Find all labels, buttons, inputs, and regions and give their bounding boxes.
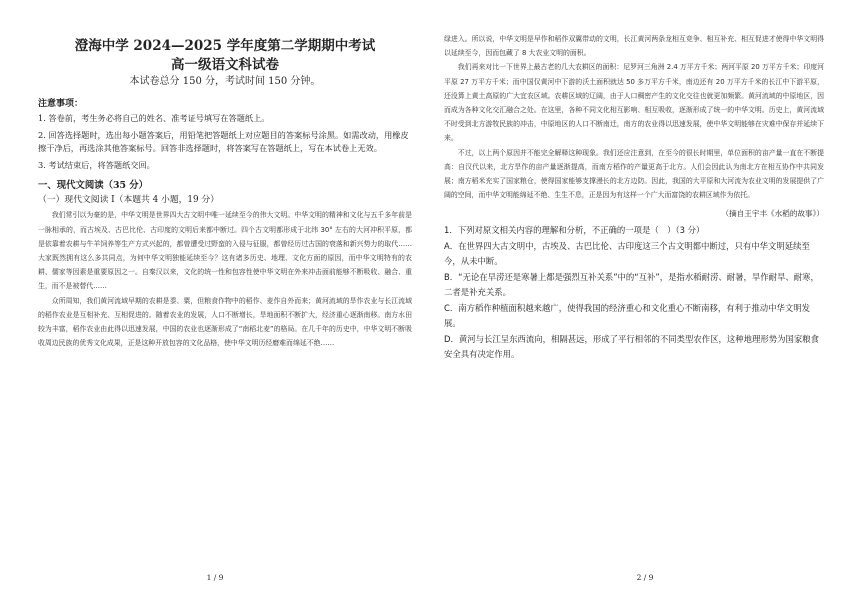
option-a: A．在世界四大古文明中，古埃及、古巴比伦、古印度这三个古文明都中断过，只有中华文明延续至今，从未中断。 [444,240,810,267]
reading-paragraph: 不过，以上两个原因并不能完全解释这种现象。我们还应注意到，在至今的很长时期里，单位面积的亩产量一直在不断提高：自汉代以来，北方旱作的亩产量逐渐提高，而南方稻作的产量更高于北方。人们会因此认为南北方在相互协作中共同发展；南方稻米充实了国家粮仓，使得国家能够支撑漫长的北方边防。因此，我国的大平原和大河流为农业文明的发展提供了广阔的空间，而中华文明能绵延不绝、生生不息，正是因为有这样一个广大而富饶的农耕区域作为依托。 [444,148,824,200]
exam-info: 本试卷总分 150 分，考试时间 150 分钟。 [129,76,321,87]
exam-subject-title: 高一级语文科试卷 [171,57,279,73]
section-heading: 一、现代文阅读（35 分） [38,180,149,192]
option-b: B．“无论在早涝还是寒暑上都是强烈互补关系”中的“互补”，是指水稻耐涝、耐暑，旱作耐旱、耐寒，二者是补充关系。 [444,271,819,298]
reading-paragraph: 我们常引以为豪的是，中华文明是世界四大古文明中唯一延续至今的伟大文明。中华文明的精神和文化与五千多年前是一脉相承的，而古埃及、古巴比伦、古印度的文明后来都中断过。四个古文明都形成于北纬 30° 左右的大河冲积平原，都是依靠着农耕与牛羊饲养等生产方式兴起的，都曾遭受过野蛮的入侵与征服，都曾经历过古国的衰落和新兴势力的取代……大家既然拥有这么多共同点，为何中华文明独能延续至今？这有诸多历史、地理、文化方面的原因，而中华文明特有的农耕、儒家等因素是重要原因之一。自秦汉以来，文化的统一性和包容性使中华文明在外来冲击面前能够不断吸收、融合、重生，而不是被替代…… [38,211,412,291]
reading-paragraph: 绿进入。所以说，中华文明是早作和稻作双翼带动的文明，长江黄河两条龙相互竞争、相互补充、相互促进才使得中华文明得以延续至今，因而包藏了 8 大农业文明的面积。 [444,35,824,58]
note-item: 3. 考试结束后，将答题纸交回。 [38,159,155,170]
reading-paragraph: 我们再来对比一下世界上最古老的几大农耕区的面积：尼罗河三角洲 2.4 万平方千米；两河平原 20 万平方千米；印度河平原 27 万平方千米；而中国仅黄河中下游的沃土面积就达 50 多万平方千米，南边还有 20 万平方千米的长江中下游平原，还没算上黄土高原的广大宜农区域。农耕区域的辽阔，由于人口稠密产生的文化交往也就更加频繁。黄河流域的中原地区，因而成为各种文化交汇融合之处。在这里，各种不同文化相互影响、相互吸收，逐渐形成了统一的中华文明。历史上，黄河流域不时受到北方游牧民族的冲击，中原地区的人口不断南迁，南方的农业得以迅速发展，使中华文明能够在灾难中保存并延续下来。 [444,63,824,143]
source-citation: （摘自王宇丰《水稻的故事》） [721,209,824,219]
exam-title: 澄海中学 2024—2025 学年度第二学期期中考试 [74,38,376,54]
subsection-heading: （一）现代文阅读 I（本题共 4 小题，19 分） [38,195,219,206]
question-stem: 1．下列对原文相关内容的理解和分析，不正确的一项是（ ）（3 分） [444,225,705,236]
option-c: C．南方稻作种植面积越来越广，使得我国的经济重心和文化重心不断南移，有利于推动中华文明发展。 [444,302,810,329]
note-item: 1. 答卷前，考生务必将自己的姓名、准考证号填写在答题纸上。 [38,113,270,123]
exam-page-right [430,0,860,608]
notes-heading: 注意事项： [38,99,84,109]
option-d: D．黄河与长江呈东西流向，相隔甚远，形成了平行相邻的不同类型农作区，这种地理形势为国家粮食安全具有决定作用。 [444,333,819,360]
page-number: 1 / 9 [206,573,224,582]
reading-paragraph: 众所周知，我们黄河流域早期的农耕是黍、粟，但粮食作物中的稻作、麦作自外而来；黄河流域的旱作农业与长江流域的稻作农业是互相补充、互相促进的。随着农业的发展，人口不断增长，旱地面积不断扩大，经济重心逐渐南移。南方水田较为丰富，稻作农业由此得以迅速发展，中国的农业也逐渐形成了“南稻北麦”的格局。在几千年的历史中，中华文明不断吸收周边民族的优秀文化成果，正是这种开放包容的文化品格，使中华文明历经磨难而绵延不绝…… [38,296,412,348]
page-number: 2 / 9 [636,573,654,582]
note-item: 2. 回答选择题时，选出每小题答案后，用铅笔把答题纸上对应题目的答案标号涂黑。如需改动，用橡皮擦干净后，再选涂其他答案标号。回答非选择题时，将答案写在答题纸上，写在本试卷上无效。 [38,129,409,154]
